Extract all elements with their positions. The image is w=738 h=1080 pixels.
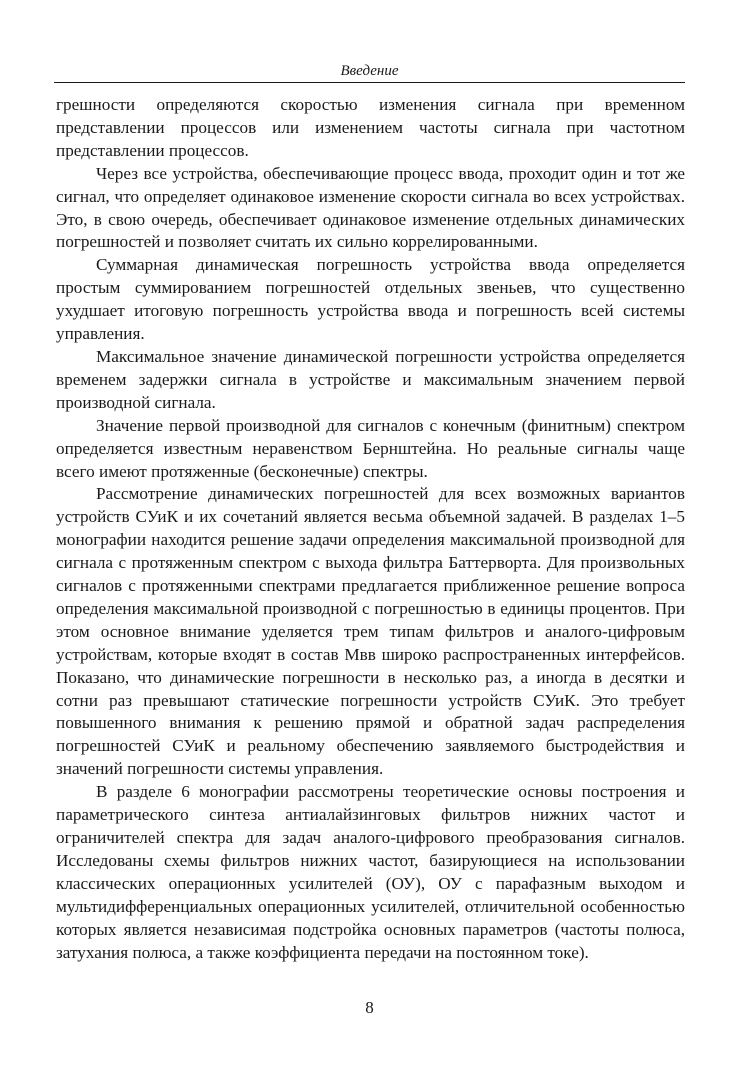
paragraph: Через все устройства, обеспечивающие процесс ввода, проходит один и тот же сигнал, что определяет одинаковое изменение скорости сигнала во всех устройствах. Это, в свою очередь, обеспечивает одинаковое изменение отдельных динамических погрешностей и позволяет считать их сильно коррелированными. [56,163,685,252]
paragraph: Максимальное значение динамической погрешности устройства определяется временем задержки сигнала в устройстве и максимальным значением первой производной сигнала. [56,346,685,412]
running-header: Введение [340,63,399,79]
page-number: 8 [365,998,374,1017]
header-rule [54,82,685,83]
paragraph: Значение первой производной для сигналов с конечным (финитным) спектром определяется известным неравенством Бернштейна. Но реальные сигналы чаще всего имеют протяженные (бесконечные) спектры. [56,415,685,481]
paragraph: В разделе 6 монографии рассмотрены теоретические основы построения и параметрического синтеза антиалайзинговых фильтров нижних частот и ограничителей спектра для задач аналого-цифрового преобразования сигналов. Исследованы схемы фильтров нижних частот, базирующиеся на использовании классических операционных усилителей (ОУ), ОУ с парафазным выходом и мультидифференциальных операционных усилителей, отличительной особенностью которых является независимая подстройка основных параметров (частоты полюса, затухания полюса, а также коэффициента передачи на постоянном токе). [56,782,685,962]
body-text [56,94,685,964]
paragraph: грешности определяются скоростью изменения сигнала при временном представлении процессов или изменением частоты сигнала при частотном представлении процессов. [56,95,685,160]
paragraph: Суммарная динамическая погрешность устройства ввода определяется простым суммированием погрешностей отдельных звеньев, что существенно ухудшает итоговую погрешность устройства ввода и погрешность всей системы управления. [56,255,685,344]
paragraph: Рассмотрение динамических погрешностей для всех возможных вариантов устройств СУиК и их сочетаний является весьма объемной задачей. В разделах 1–5 монографии находится решение задачи определения максимальной производной для сигнала с протяженным спектром с выхода фильтра Баттерворта. Для произвольных сигналов с протяженными спектрами предлагается приближенное решение вопроса определения максимальной производной с погрешностью в единицы процентов. При этом основное внимание уделяется трем типам фильтров и аналого-цифровым устройствам, которые входят в состав Мвв широко распространенных интерфейсов. Показано, что динамические погрешности в несколько раз, а иногда в десятки и сотни раз превышают статические погрешности устройств СУиК. Это требует повышенного внимания к решению прямой и обратной задач распределения погрешностей СУиК и реальному обеспечению заявляемого быстродействия и значений погрешности системы управления. [56,484,685,779]
